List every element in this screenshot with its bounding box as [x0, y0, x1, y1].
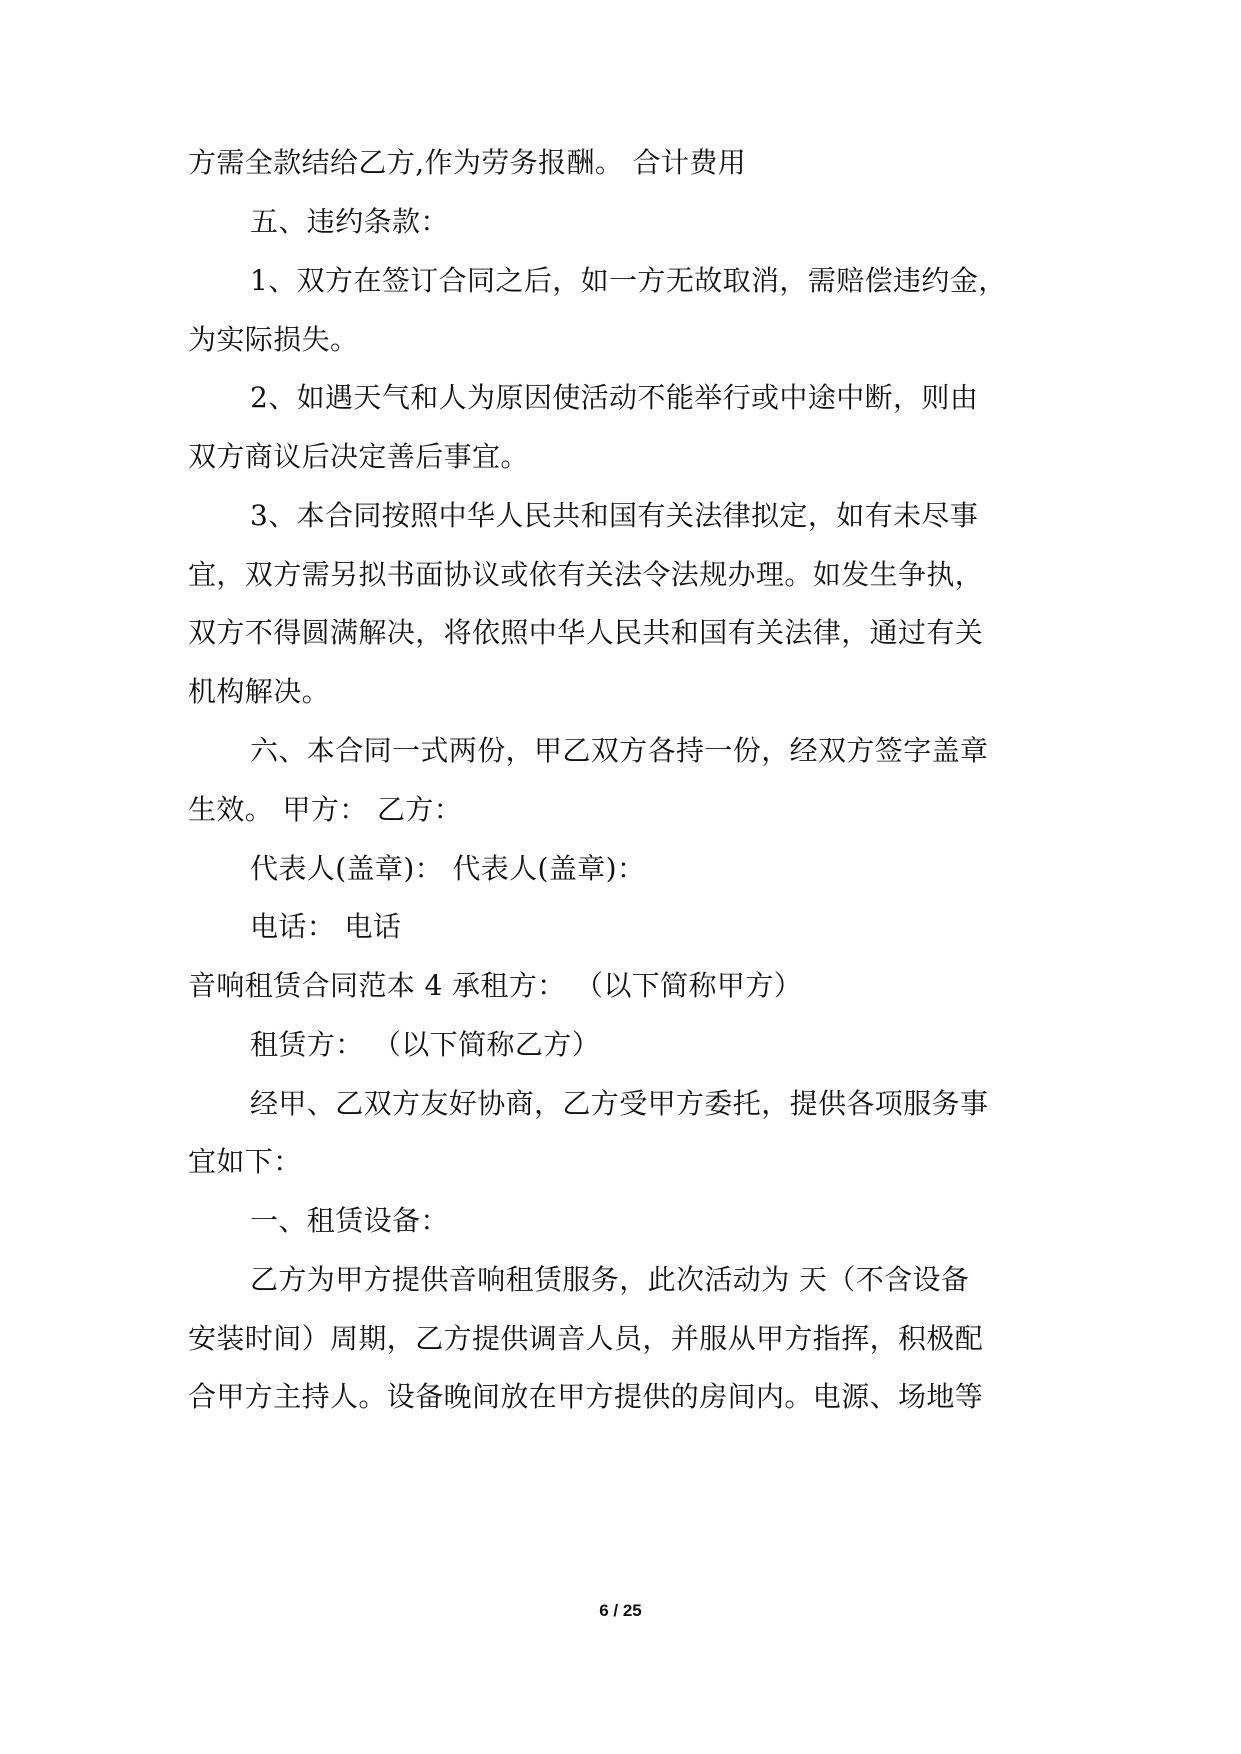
text-line: 电话： 电话 — [250, 910, 402, 943]
text-line: 经甲、乙双方友好协商，乙方受甲方委托，提供各项服务事 — [250, 1087, 989, 1120]
text-line: 1、双方在签订合同之后，如一方无故取消，需赔偿违约金， — [250, 264, 1007, 297]
text-line: 方需全款结给乙方,作为劳务报酬。 合计费用 — [188, 146, 747, 179]
text-line: 宜，双方需另拟书面协议或依有关法令法规办理。如发生争执， — [188, 558, 984, 591]
section-heading: 五、违约条款： — [250, 205, 449, 238]
text-line: 生效。 甲方： 乙方： — [188, 793, 463, 826]
text-line: 双方不得圆满解决，将依照中华人民共和国有关法律，通过有关 — [188, 616, 984, 649]
text-line: 为实际损失。 — [188, 323, 359, 356]
text-line: 宜如下： — [188, 1145, 302, 1178]
section-title: 音响租赁合同范本 4 承租方： （以下简称甲方） — [188, 969, 803, 1002]
text-line: 机构解决。 — [188, 675, 331, 708]
page-number: 6 / 25 — [599, 1601, 642, 1620]
text-line: 合甲方主持人。设备晚间放在甲方提供的房间内。电源、场地等 — [188, 1380, 984, 1413]
text-line: 3、本合同按照中华人民共和国有关法律拟定，如有未尽事 — [250, 499, 979, 532]
text-line: 安装时间）周期，乙方提供调音人员，并服从甲方指挥，积极配 — [188, 1322, 984, 1355]
text-line: 六、本合同一式两份，甲乙双方各持一份，经双方签字盖章 — [250, 734, 989, 767]
section-heading: 一、租赁设备： — [250, 1204, 449, 1237]
text-line: 租赁方： （以下简称乙方） — [250, 1028, 601, 1061]
text-line: 代表人(盖章)： 代表人(盖章)： — [250, 852, 646, 885]
text-line: 乙方为甲方提供音响租赁服务，此次活动为 天（不含设备 — [250, 1263, 970, 1296]
text-line: 双方商议后决定善后事宜。 — [188, 440, 529, 473]
text-line: 2、如遇天气和人为原因使活动不能举行或中途中断，则由 — [250, 381, 979, 414]
